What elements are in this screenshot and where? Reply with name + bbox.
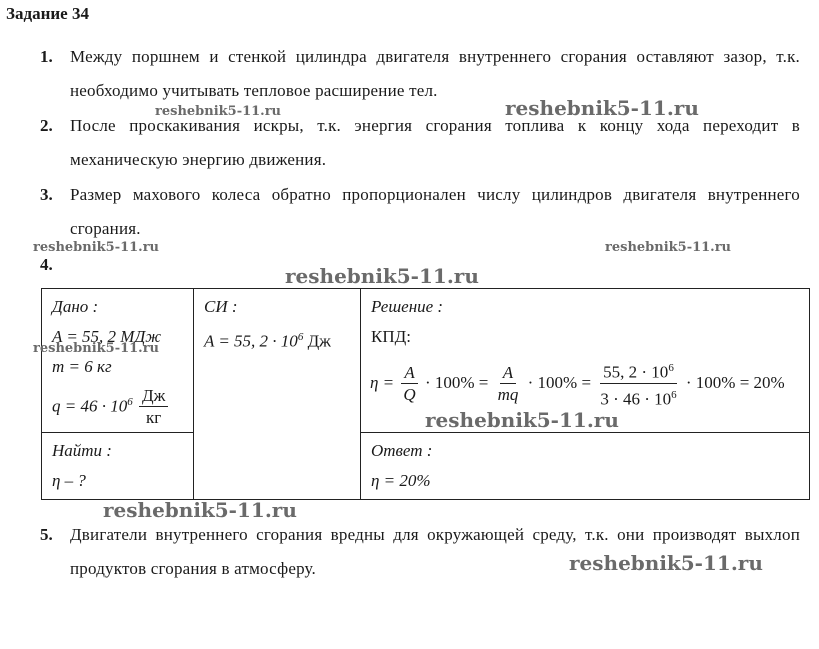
si-cell <box>194 289 361 500</box>
multiplier: · 100% = <box>424 373 489 393</box>
item-number: 3. <box>40 185 53 204</box>
list-item <box>40 178 800 246</box>
watermark: reshebnik5-11.ru <box>505 96 699 120</box>
numerator: A <box>500 363 516 384</box>
si-number: A = 55, 2 · 10 <box>204 331 298 351</box>
find-value: η – ? <box>52 471 86 490</box>
si-header: СИ : <box>204 297 238 316</box>
given-q <box>52 386 183 429</box>
unit-numerator: Дж <box>139 386 168 407</box>
fraction-a-q <box>400 363 418 406</box>
watermark: reshebnik5-11.ru <box>33 341 160 356</box>
numerator-exp: 6 <box>668 362 674 374</box>
watermark: reshebnik5-11.ru <box>569 551 763 575</box>
watermark: reshebnik5-11.ru <box>285 264 479 288</box>
efficiency-formula <box>370 358 799 410</box>
watermark: reshebnik5-11.ru <box>33 240 160 255</box>
given-cell <box>42 289 194 433</box>
numerator <box>600 358 677 384</box>
item-number: 1. <box>40 47 53 66</box>
fraction-numeric <box>597 358 679 410</box>
given-A: A = 55, 2 МДж <box>52 327 162 346</box>
unit-denominator: кг <box>146 408 162 427</box>
solution-header: Решение : <box>371 297 444 316</box>
find-cell <box>42 433 194 500</box>
denominator-value: 3 · 46 · 10 <box>600 389 672 409</box>
item-number: 2. <box>40 116 53 135</box>
item-number: 5. <box>40 525 53 544</box>
answer-header: Ответ : <box>371 441 433 460</box>
given-q-value: q = 46 · 10 <box>52 396 128 416</box>
numerator-value: 55, 2 · 10 <box>603 362 669 382</box>
denominator-exp: 6 <box>671 388 677 401</box>
answer-value: η = 20% <box>371 471 431 490</box>
watermark: reshebnik5-11.ru <box>103 498 297 522</box>
given-q-exp: 6 <box>127 395 133 408</box>
watermark: reshebnik5-11.ru <box>155 104 282 119</box>
given-header: Дано : <box>52 297 99 316</box>
denominator: Q <box>403 384 416 404</box>
result: · 100% = 20% <box>685 373 785 393</box>
item-text: Между поршнем и стенкой цилиндра двигателя внутреннего сгорания оставляют зазор, т.к. необходимо учитывать тепловое расширение тел. <box>70 47 800 100</box>
kpd-label: КПД: <box>371 327 411 346</box>
item-number: 4. <box>40 255 53 274</box>
solution-table <box>41 288 810 500</box>
given-m: m = 6 кг <box>52 357 112 376</box>
find-header: Найти : <box>52 441 112 460</box>
fraction-a-mq <box>495 363 522 406</box>
given-q-unit <box>139 386 168 429</box>
si-value <box>204 322 350 357</box>
denominator: mq <box>497 384 519 404</box>
denominator <box>597 384 679 411</box>
multiplier: · 100% = <box>527 373 592 393</box>
watermark: reshebnik5-11.ru <box>425 408 619 432</box>
si-exp: 6 <box>297 331 304 343</box>
item-text: После проскакивания искры, т.к. энергия сгорания топлива к концу хода переходит в механическую энергию движения. <box>70 116 800 169</box>
page-title: Задание 34 <box>6 4 89 23</box>
item-text: Двигатели внутреннего сгорания вредны для окружающей среду, т.к. они производят выхлоп продуктов сгорания в атмосферу. <box>70 525 800 578</box>
eta-symbol: η = <box>370 373 395 393</box>
si-unit: Дж <box>303 331 331 351</box>
numerator: A <box>401 363 417 384</box>
watermark: reshebnik5-11.ru <box>605 240 732 255</box>
answer-cell <box>361 433 810 500</box>
item-text: Размер махового колеса обратно пропорционален числу цилиндров двигателя внутреннего сгорания. <box>70 185 800 238</box>
